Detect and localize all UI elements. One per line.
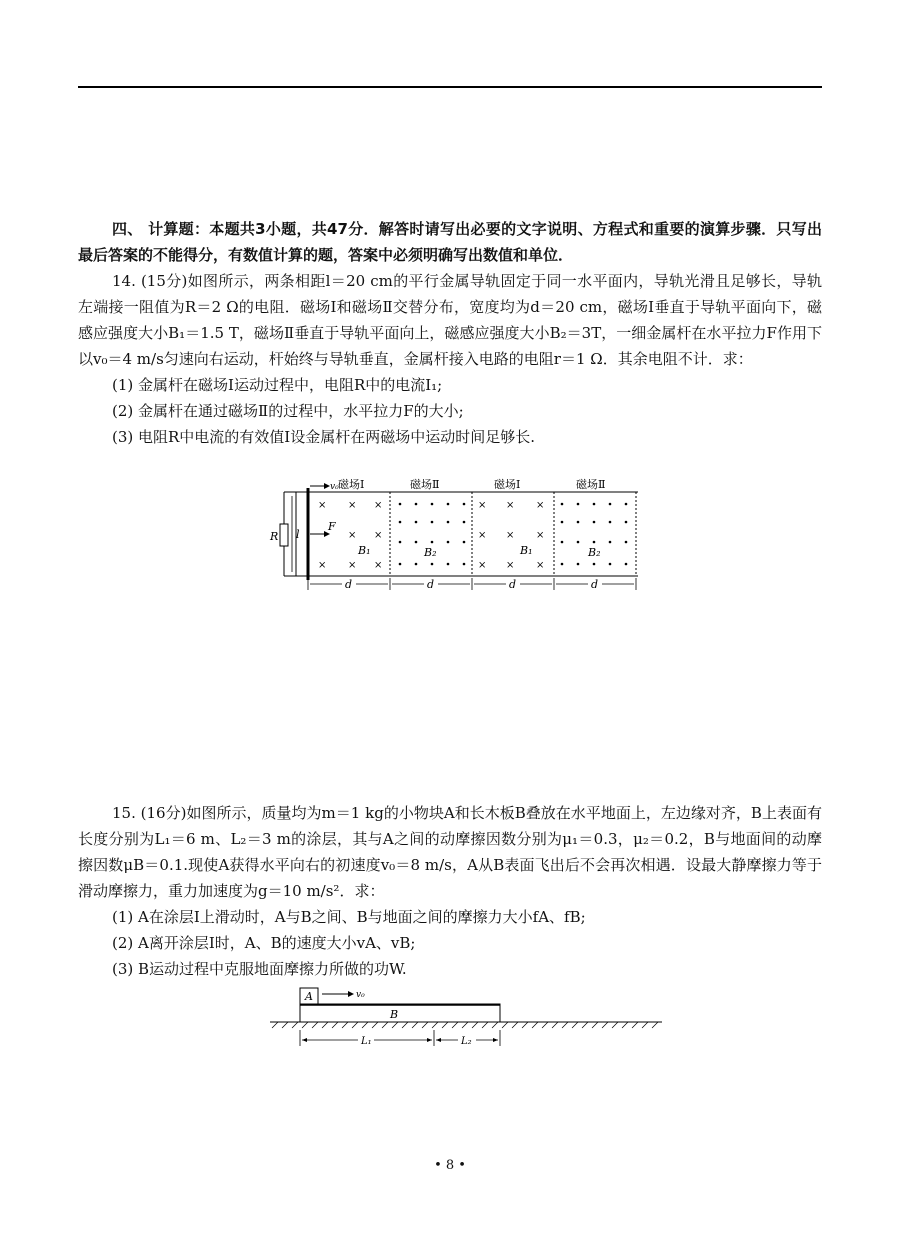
- svg-text:×: ×: [318, 500, 327, 511]
- d-label-3: d: [509, 578, 517, 591]
- resistor: [280, 524, 288, 546]
- q15-stem: 15. (16分)如图所示，质量均为m＝1 kg的小物块A和长木板B叠放在水平地面上，左边缘对齐，B上表面有长度分别为L₁＝6 m、L₂＝3 m的涂层，其与A之间的动摩擦因数分别为μ₁＝0.3，μ₂＝0.2，B与地面间的动摩擦因数μB＝0.1.现使A获得水平向右的初速度v₀＝8 m/s，A从B表面飞出后不会再次相遇．设最大静摩擦力等于滑动摩擦力，重力加速度为g＝10 m/s²．求：: [78, 804, 822, 900]
- board-b: [300, 1004, 500, 1022]
- svg-text:×: ×: [374, 560, 383, 571]
- svg-text:×: ×: [348, 500, 357, 511]
- force-label: F: [328, 520, 336, 533]
- field-1a-title: 磁场Ⅰ: [338, 478, 365, 491]
- svg-text:×: ×: [318, 560, 327, 571]
- q14-part-3: (3) 电阻R中电流的有效值I设金属杆在两磁场中运动时间足够长.: [112, 428, 536, 446]
- velocity-label-a: v₀: [356, 990, 365, 1000]
- l2-label: L₂: [461, 1036, 472, 1047]
- page-number: • 8 •: [434, 1158, 466, 1173]
- field-1b-crosses: [478, 500, 544, 571]
- header-rule: [78, 86, 822, 88]
- question-14: [78, 268, 822, 450]
- field-2a-title: 磁场Ⅱ: [410, 478, 440, 491]
- d-label-4: d: [591, 578, 599, 591]
- section-heading: 四、 计算题：本题共3小题，共47分．解答时请写出必要的文字说明、方程式和重要的演算步骤．只写出最后答案的不能得分，有数值计算的题，答案中必须明确写出数值和单位．: [78, 220, 822, 264]
- svg-text:×: ×: [348, 560, 357, 571]
- svg-text:×: ×: [374, 500, 383, 511]
- block-a-label: A: [305, 990, 313, 1003]
- q15-part-3: (3) B运动过程中克服地面摩擦力所做的功W.: [112, 960, 407, 978]
- b1-label-a: B₁: [358, 544, 371, 557]
- q14-part-2: (2) 金属杆在通过磁场Ⅱ的过程中，水平拉力F的大小;: [112, 402, 464, 420]
- resistor-label: R: [270, 530, 279, 543]
- svg-text:×: ×: [506, 530, 515, 541]
- l1-label: L₁: [361, 1036, 372, 1047]
- question-15: [78, 800, 822, 982]
- q14-figure: [266, 474, 646, 594]
- velocity-label: v₀: [330, 482, 339, 492]
- b2-label-b: B₂: [588, 546, 601, 559]
- d-label-1: d: [345, 578, 353, 591]
- svg-text:×: ×: [536, 500, 545, 511]
- spacing-label: l: [296, 528, 300, 541]
- b2-label-a: B₂: [424, 546, 437, 559]
- field-1b-title: 磁场Ⅰ: [494, 478, 521, 491]
- svg-text:×: ×: [506, 500, 515, 511]
- svg-text:×: ×: [478, 500, 487, 511]
- svg-text:×: ×: [536, 530, 545, 541]
- q14-part-1: (1) 金属杆在磁场Ⅰ运动过程中，电阻R中的电流I₁;: [112, 376, 443, 394]
- q15-part-1: (1) A在涂层Ⅰ上滑动时，A与B之间、B与地面之间的摩擦力大小fA、fB;: [112, 908, 586, 926]
- svg-text:×: ×: [374, 530, 383, 541]
- ground-hatching: [272, 1022, 658, 1028]
- q15-figure: [270, 982, 670, 1054]
- svg-text:×: ×: [536, 560, 545, 571]
- d-label-2: d: [427, 578, 435, 591]
- width-dimensions: [308, 578, 636, 590]
- q15-part-2: (2) A离开涂层Ⅰ时，A、B的速度大小vA、vB;: [112, 934, 416, 952]
- q14-stem: 14. (15分)如图所示，两条相距l＝20 cm的平行金属导轨固定于同一水平面内，导轨光滑且足够长，导轨左端接一阻值为R＝2 Ω的电阻．磁场Ⅰ和磁场Ⅱ交替分布，宽度均为d＝20 cm，磁场Ⅰ垂直于导轨平面向下，磁感应强度大小B₁＝1.5 T，磁场Ⅱ垂直于导轨平面向上，磁感应强度大小B₂＝3T，一细金属杆在水平拉力F作用下以v₀＝4 m/s匀速向右运动，杆始终与导轨垂直，金属杆接入电路的电阻r＝1 Ω．其余电阻不计．求：: [78, 272, 822, 368]
- section-heading-block: [78, 216, 822, 268]
- b1-label-b: B₁: [520, 544, 533, 557]
- board-b-label: B: [390, 1008, 399, 1021]
- svg-text:×: ×: [506, 560, 515, 571]
- field-1a-crosses: [318, 500, 382, 571]
- svg-text:×: ×: [348, 530, 357, 541]
- svg-text:×: ×: [478, 530, 487, 541]
- svg-text:×: ×: [478, 560, 487, 571]
- field-2b-title: 磁场Ⅱ: [576, 478, 606, 491]
